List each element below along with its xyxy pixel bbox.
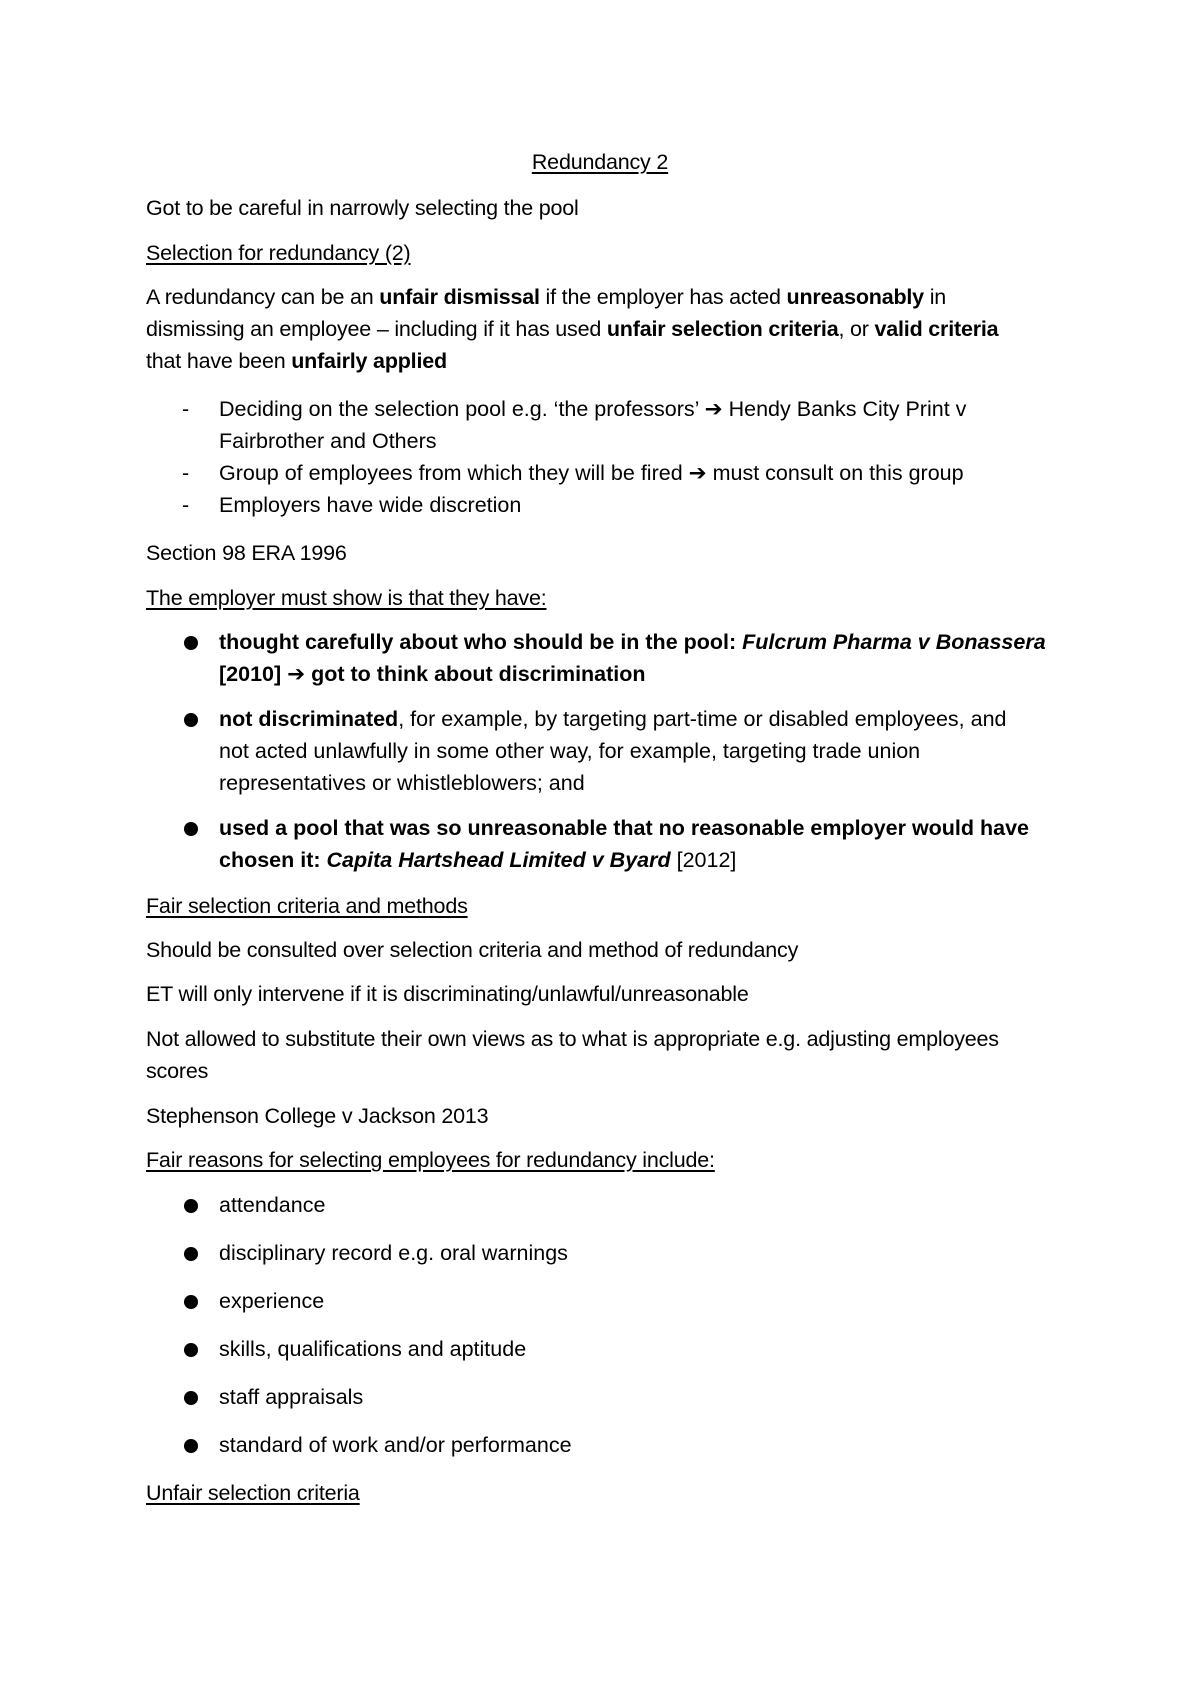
section-heading-fair-methods: Fair selection criteria and methods (146, 894, 468, 918)
section-heading-unfair: Unfair selection criteria (146, 1481, 360, 1505)
bullet-icon (184, 1343, 198, 1357)
text-line: ET will only intervene if it is discriminating/unlawful/unreasonable (146, 982, 749, 1006)
intro-text: Got to be careful in narrowly selecting the pool (146, 196, 579, 220)
paragraph-line: dismissing an employee – including if it has used unfair selection criteria, or valid criteria (146, 317, 999, 341)
section-heading-selection: Selection for redundancy (2) (146, 241, 411, 265)
bullet-icon (184, 1199, 198, 1213)
bullet-icon (184, 822, 198, 836)
bullet-icon (184, 713, 198, 727)
section-heading-employer: The employer must show is that they have: (146, 586, 547, 610)
bullet-icon (184, 1295, 198, 1309)
paragraph-line: that have been unfairly applied (146, 349, 447, 373)
bullet-icon (184, 636, 198, 650)
dash-marker: - (182, 493, 190, 517)
paragraph-line: A redundancy can be an unfair dismissal if the employer has acted unreasonably in (146, 285, 947, 309)
section-heading-fair-reasons: Fair reasons for selecting employees for redundancy include: (146, 1148, 715, 1172)
text-line: Should be consulted over selection criteria and method of redundancy (146, 938, 799, 962)
bullet-icon (184, 1439, 198, 1453)
bullet-icon (184, 1247, 198, 1261)
case-reference: Stephenson College v Jackson 2013 (146, 1104, 489, 1128)
dash-marker: - (182, 461, 190, 485)
document-title: Redundancy 2 (531, 150, 669, 174)
document-page: Redundancy 2 Got to be careful in narrowly selecting the pool Selection for redundancy (2) A redundancy can be an unfair dismissal if the employer has acted unreasonably in dismissing an employee – including if it has used unfair selection criteria, or valid criteria that have been unfairly applied - Deciding on the selection pool e.g. ‘the professors’ ➔ Hendy Banks City Print v Fairbrother and Others - Group of employees from which they will be fired ➔ must consult on this group - Employers have wide discretion Section 98 ERA 1996 The employer must show is that they have: thought carefully about who should be in the pool: Fulcrum Pharma v Bonassera [2010] ➔ got to think about discrimination not discriminated, for example, by targeting part-time or disabled employees, and not acted unlawfully in some other way, for example, targeting trade union representatives or whistleblowers; and used a pool that was so unreasonable that no reasonable employer would have chosen it: Capita Hartshead Limited v Byard [2012] Fair selection criteria and methods Should be consulted over selection criteria and method of redundancy ET will only intervene if it is discriminating/unlawful/unreasonable Not allowed to substitute their own views as to what is appropriate e.g. adjusting employees scores Stephenson College v Jackson 2013 Fair reasons for selecting employees for redundancy include: attendance disciplinary record e.g. oral warnings experience skills, qualifications and aptitude staff appraisals standard of work and/or performance Unfair selection criteria (0, 0, 1200, 1698)
text-line: Not allowed to substitute their own views as to what is appropriate e.g. adjusting employees (146, 1027, 999, 1051)
text-line: scores (146, 1059, 209, 1083)
bullet-icon (184, 1391, 198, 1405)
statute-reference: Section 98 ERA 1996 (146, 541, 347, 565)
dash-marker: - (182, 397, 190, 421)
